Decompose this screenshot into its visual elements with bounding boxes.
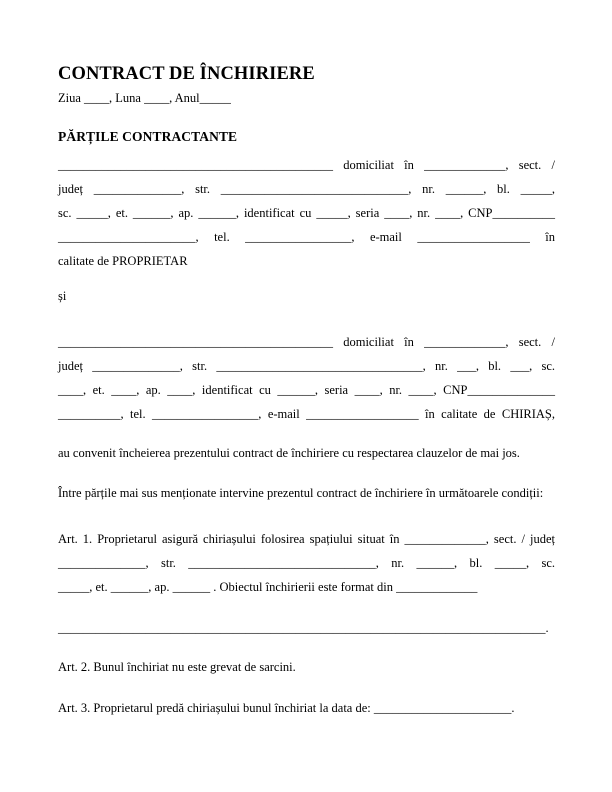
contract-title: CONTRACT DE ÎNCHIRIERE [58, 64, 315, 84]
article-1 [58, 527, 555, 599]
contract-date-line: Ziua ____, Luna ____, Anul_____ [58, 91, 231, 105]
article-1-line-2: ______________, str. ______________________________, nr. ______, bl. _____, sc. [58, 556, 555, 570]
parties-heading: PĂRȚILE CONTRACTANTE [58, 129, 238, 144]
article-1-line-3: _____, et. ______, ap. ______ . Obiectul închirierii este format din _____________ [58, 580, 478, 594]
intro-clause: Între părțile mai sus menționate intervine prezentul contract de închiriere în următoarele condiții: [58, 486, 544, 500]
tenant-clause [58, 330, 555, 426]
conjunction-and: și [58, 289, 67, 303]
tenant-clause-line-4: __________, tel. _________________, e-mail __________________ în calitate de CHIRIAȘ, [58, 407, 555, 421]
owner-clause-line-3: sc. _____, et. ______, ap. ______, identificat cu _____, seria ____, nr. ____, CNP__________ [58, 206, 555, 220]
article-1-blank-line: ______________________________________________________________________________. [58, 621, 549, 635]
tenant-clause-line-2: județ ______________, str. _________________________________, nr. ___, bl. ___, sc. [58, 359, 555, 373]
tenant-clause-line-3: ____, et. ____, ap. ____, identificat cu ______, seria ____, nr. ____, CNP______________ [58, 383, 555, 397]
owner-clause [58, 153, 555, 273]
article-2: Art. 2. Bunul închiriat nu este grevat de sarcini. [58, 660, 296, 674]
article-3: Art. 3. Proprietarul predă chiriașului bunul închiriat la data de: ______________________. [58, 701, 515, 715]
tenant-clause-line-1: ____________________________________________ domiciliat în _____________, sect. / [58, 335, 555, 349]
owner-clause-line-1: ____________________________________________ domiciliat în _____________, sect. / [58, 158, 555, 172]
owner-clause-line-4: ______________________, tel. _________________, e-mail __________________ în [58, 230, 555, 244]
owner-clause-line-2: județ ______________, str. ______________________________, nr. ______, bl. _____, [58, 182, 555, 196]
article-1-line-1: Art. 1. Proprietarul asigură chiriașului folosirea spațiului situat în _____________, sect. / județ [58, 532, 555, 546]
owner-clause-line-5: calitate de PROPRIETAR [58, 254, 188, 268]
agreement-clause: au convenit încheierea prezentului contract de închiriere cu respectarea clauzelor de mai jos. [58, 446, 520, 460]
